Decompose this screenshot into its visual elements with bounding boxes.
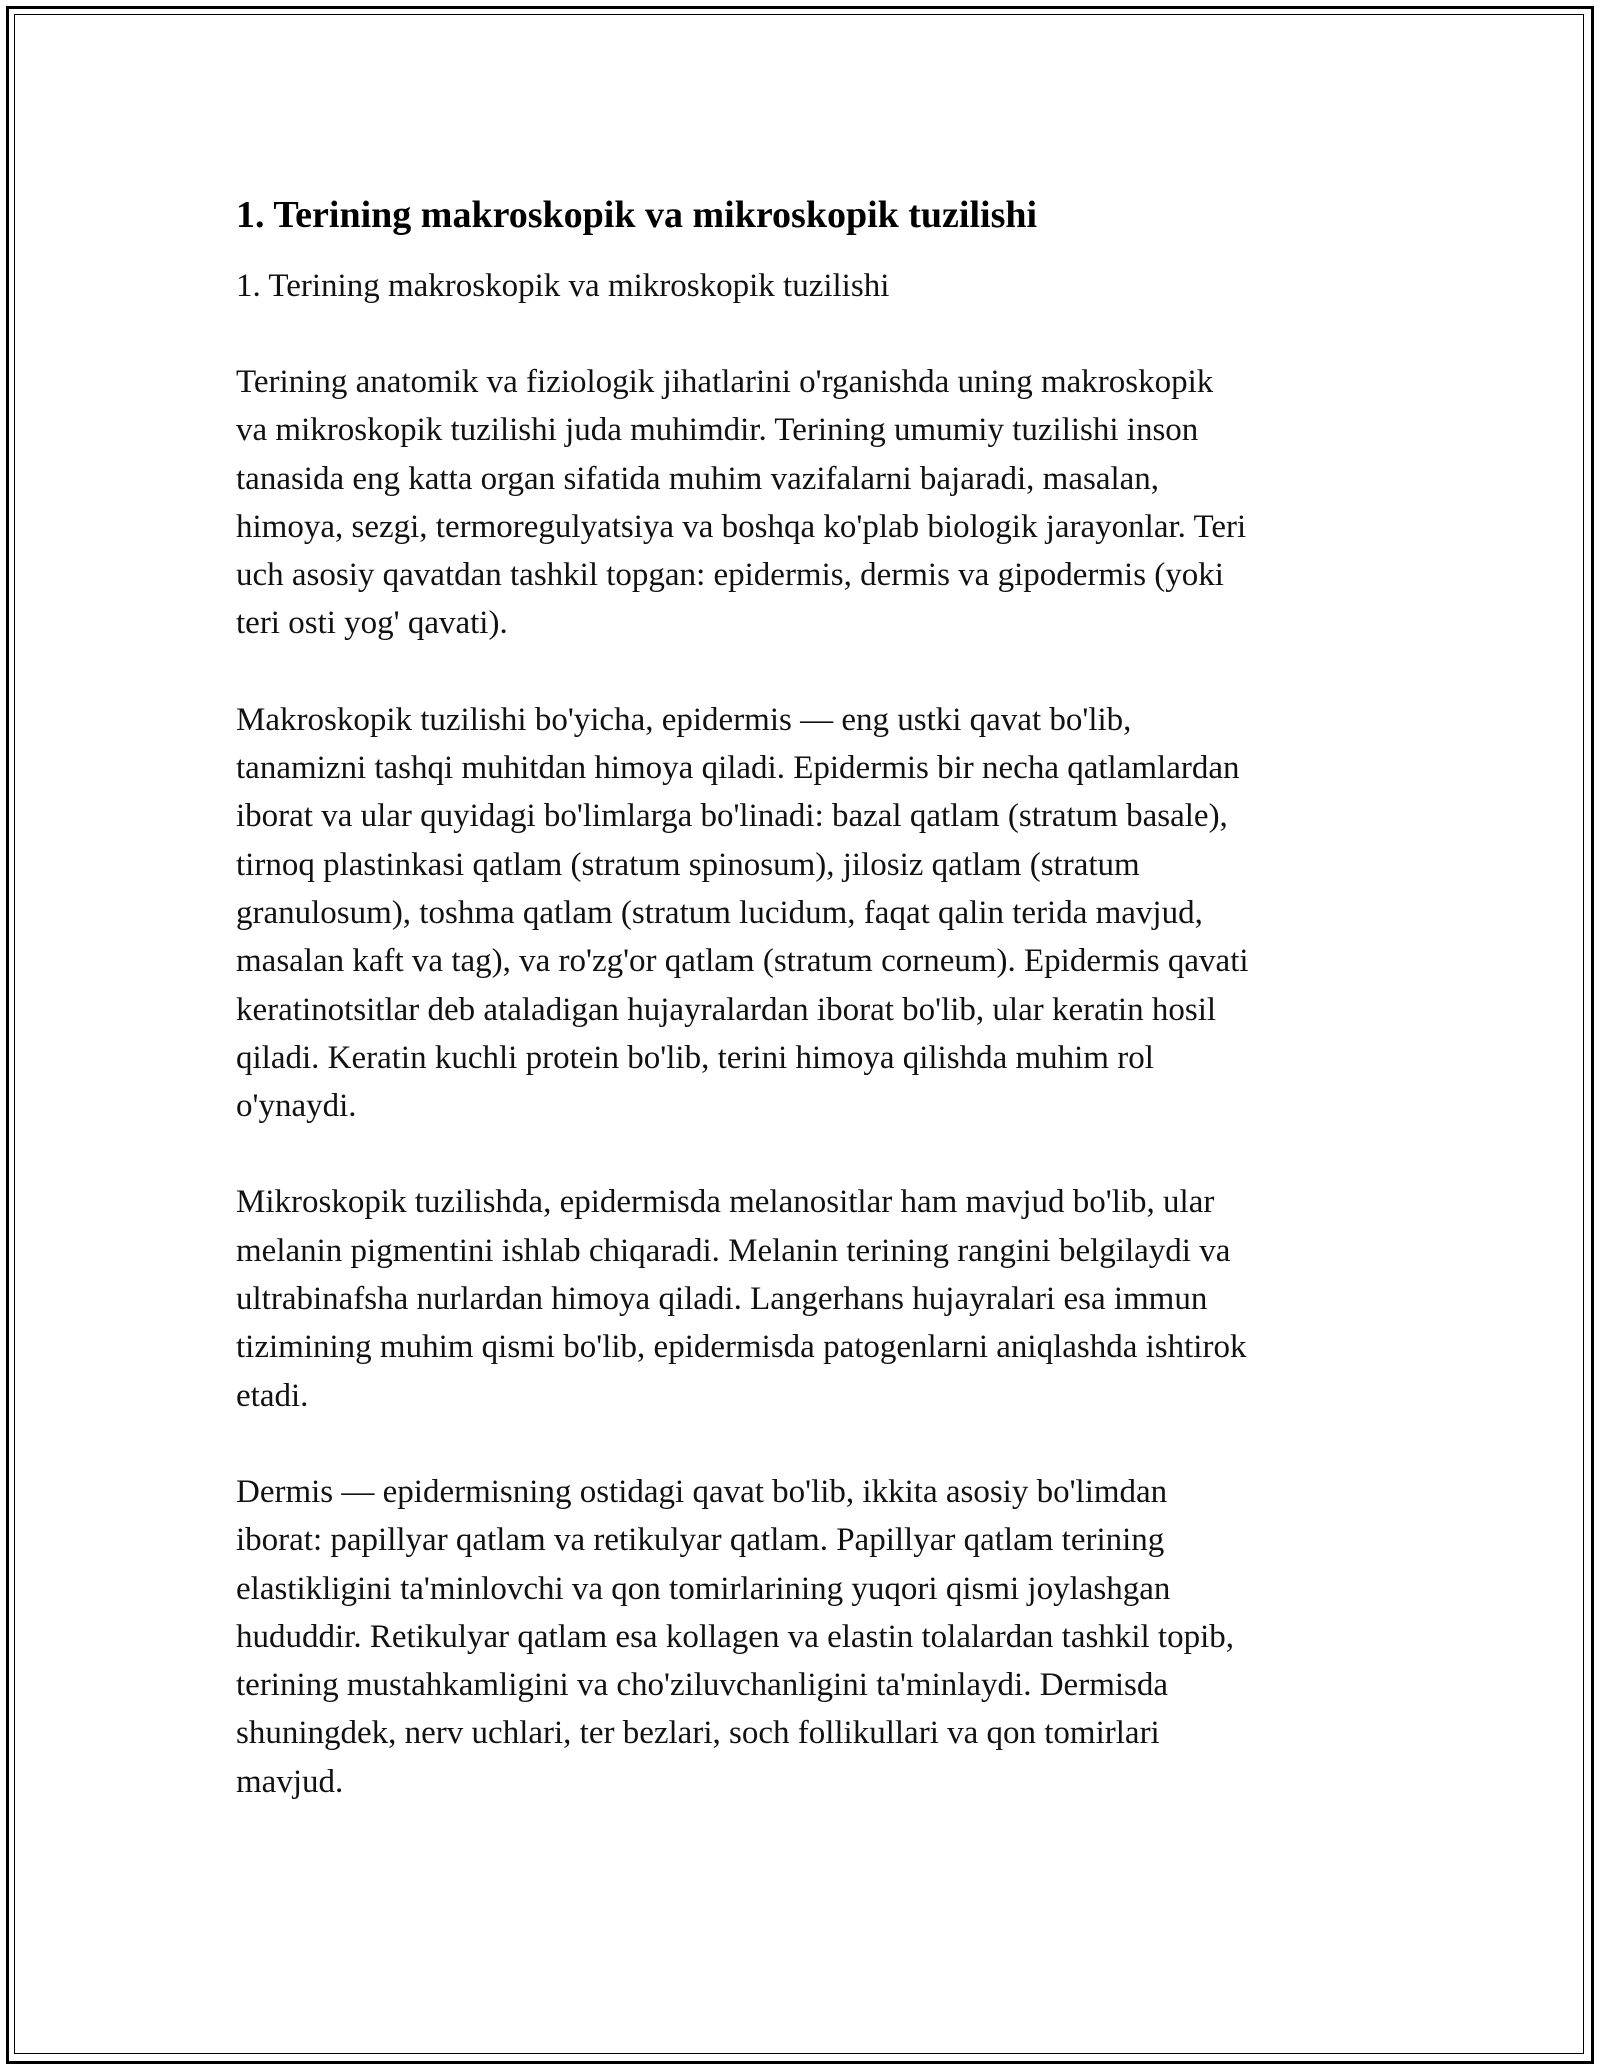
paragraph-line: himoya, sezgi, termoregulyatsiya va boshqa ko'plab biologik jarayonlar. Teri (236, 508, 1247, 545)
paragraph-line: o'ynaydi. (236, 1088, 357, 1125)
paragraph-line: ultrabinafsha nurlardan himoya qiladi. Langerhans hujayralari esa immun (236, 1281, 1208, 1318)
paragraph-list (236, 358, 1366, 1806)
paragraph-line: Mikroskopik tuzilishda, epidermisda melanositlar ham mavjud bo'lib, ular (236, 1184, 1215, 1221)
paragraph-line: qiladi. Keratin kuchli protein bo'lib, terini himoya qilishda muhim rol (236, 1039, 1154, 1076)
paragraph-line: teri osti yog' qavati). (236, 605, 508, 642)
paragraph-line: terining mustahkamligini va cho'ziluvchanligini ta'minlaydi. Dermisda (236, 1667, 1169, 1704)
paragraph-line: iborat: papillyar qatlam va retikulyar qatlam. Papillyar qatlam terining (236, 1522, 1165, 1559)
paragraph-line: keratinotsitlar deb ataladigan hujayralardan iborat bo'lib, ular keratin hosil (236, 991, 1217, 1028)
body-paragraph (236, 696, 1366, 1131)
paragraph-line: granulosum), toshma qatlam (stratum lucidum, faqat qalin terida mavjud, (236, 894, 1203, 931)
paragraph-line: iborat va ular quyidagi bo'limlarga bo'linadi: bazal qatlam (stratum basale), (236, 798, 1228, 835)
paragraph-line: melanin pigmentini ishlab chiqaradi. Melanin terining rangini belgilaydi va (236, 1232, 1231, 1269)
body-paragraph (236, 1178, 1366, 1419)
body-paragraph (236, 1468, 1366, 1806)
paragraph-line: tanamizni tashqi muhitdan himoya qiladi. Epidermis bir necha qatlamlardan (236, 750, 1240, 787)
document-heading: 1. Terining makroskopik va mikroskopik tuzilishi (236, 194, 1038, 236)
document-body (236, 190, 1366, 1806)
paragraph-line: tanasida eng katta organ sifatida muhim vazifalarni bajaradi, masalan, (236, 460, 1160, 497)
paragraph-line: tirnoq plastinkasi qatlam (stratum spinosum), jilosiz qatlam (stratum (236, 846, 1140, 883)
paragraph-line: va mikroskopik tuzilishi juda muhimdir. Terining umumiy tuzilishi inson (236, 412, 1199, 449)
body-paragraph (236, 358, 1366, 648)
paragraph-line: uch asosiy qavatdan tashkil topgan: epidermis, dermis va gipodermis (yoki (236, 557, 1224, 594)
paragraph-line: Dermis — epidermisning ostidagi qavat bo'lib, ikkita asosiy bo'limdan (236, 1473, 1168, 1510)
document-subheading: 1. Terining makroskopik va mikroskopik tuzilishi (236, 268, 890, 304)
paragraph-line: etadi. (236, 1377, 309, 1414)
paragraph-line: hududdir. Retikulyar qatlam esa kollagen va elastin tolalardan tashkil topib, (236, 1618, 1235, 1655)
paragraph-line: Makroskopik tuzilishi bo'yicha, epidermis — eng ustki qavat bo'lib, (236, 701, 1132, 738)
paragraph-line: masalan kaft va tag), va ro'zg'or qatlam (stratum corneum). Epidermis qavati (236, 943, 1249, 980)
paragraph-line: shuningdek, nerv uchlari, ter bezlari, soch follikullari va qon tomirlari (236, 1715, 1160, 1752)
paragraph-line: tizimining muhim qismi bo'lib, epidermisda patogenlarni aniqlashda ishtirok (236, 1329, 1247, 1366)
paragraph-line: Terining anatomik va fiziologik jihatlarini o'rganishda uning makroskopik (236, 364, 1214, 400)
paragraph-line: mavjud. (236, 1763, 344, 1800)
paragraph-line: elastikligini ta'minlovchi va qon tomirlarining yuqori qismi joylashgan (236, 1570, 1171, 1607)
